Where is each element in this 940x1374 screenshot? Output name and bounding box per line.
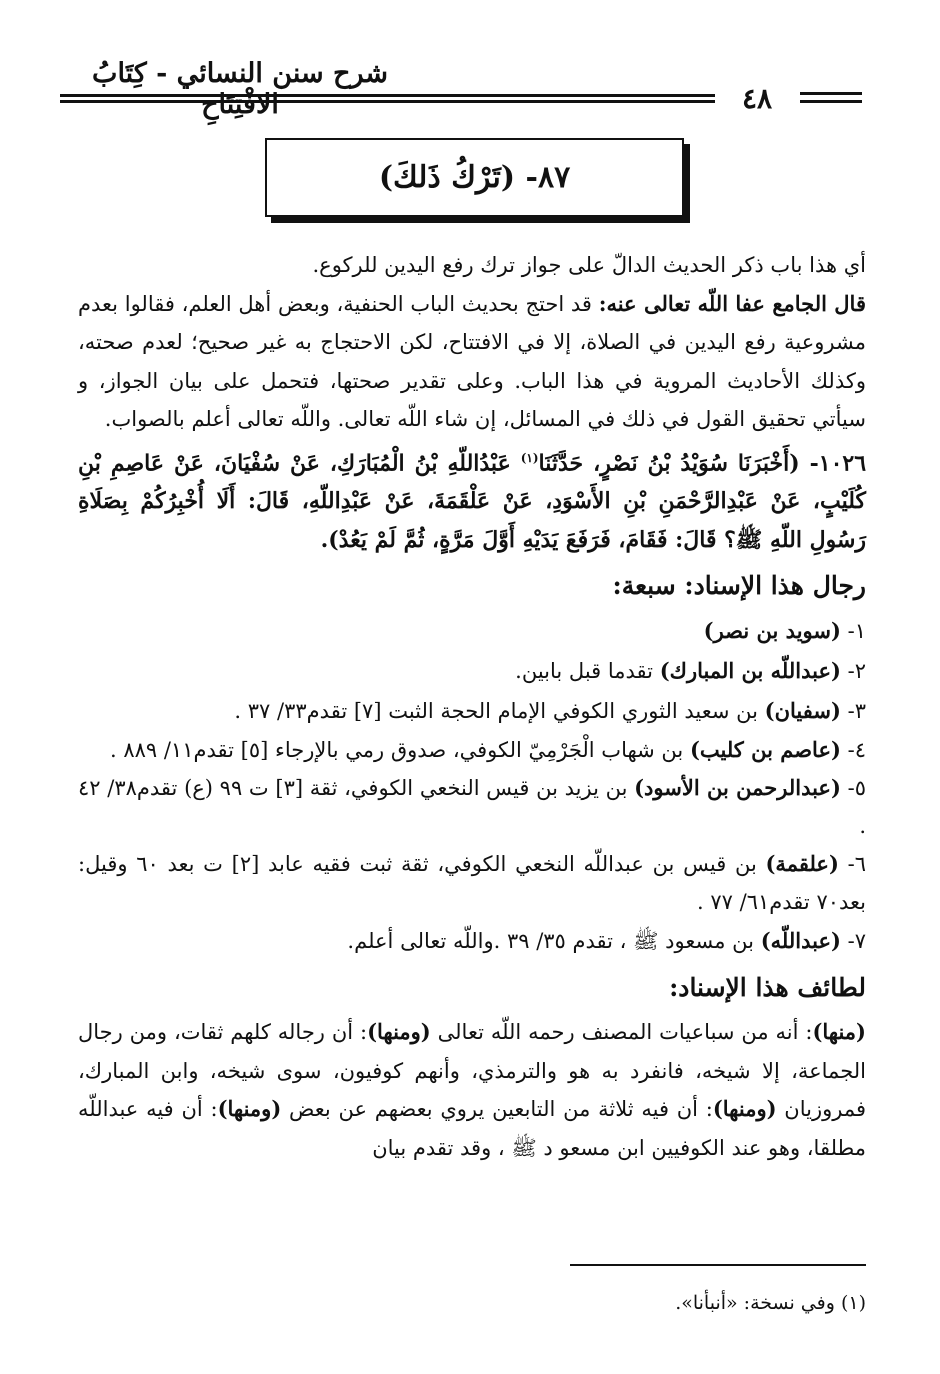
footnote-separator [570,1264,866,1266]
commentary-text: قد احتج بحديث الباب الحنفية، وبعض أهل العلم، فقالوا بعدم مشروعية رفع اليدين في الصلاة، إلا في الافتتاح، لكن الاحتجاج به غير صحيح؛ لعدم صحته، وكذلك الأحاديث المروية في هذا الباب. وعلى تقدير صحتها، فتحمل على بيان الجواز، و سيأتي تحقيق القول في ذلك في المسائل، إن شاء اللّه تعالى. واللّه تعالى أعلم بالصواب. [78,291,866,431]
intro-paragraph: أي هذا باب ذكر الحديث الدالّ على جواز ترك رفع اليدين للركوع. [312,253,866,277]
hadith-part-1: ١٠٢٦- (أَخْبَرَنَا سُوَيْدُ بْنُ نَصْرٍ، حَدَّثَنَا [538,449,867,476]
lataif-marker: (ومنها) [217,1096,282,1122]
narrator-desc: بن مسعود ﷺ ، تقدم ٣٥/ ٣٩ .واللّه تعالى أعلم. [347,929,755,954]
footnote: (١) وفي نسخة: «أنبأنا». [675,1292,866,1314]
narrator-item [78,651,866,691]
narrator-num: ٣- [847,699,866,724]
main-text [78,246,866,1167]
lataif-text: : أن فيه ثلاثة من التابعين يروي بعضهم عن بعض [281,1097,713,1122]
lataif-marker: (ومنها) [712,1096,777,1122]
hadith-part-2: عَبْدُاللّهِ بْنُ الْمُبَارَكِ، عَنْ سُفْيَانَ، عَنْ عَاصِمِ بْنِ كُلَيْبٍ، عَنْ عَبْدِالرَّحْمَنِ بْنِ الأَسْوَدِ، عَنْ عَلْقَمَةَ، عَنْ عَبْدِاللّهِ، قَالَ: أَلَا أُخْبِرُكُمْ بِصَلَاةِ رَسُولِ اللّهِ ﷺ؟ قَالَ: فَقَامَ، فَرَفَعَ يَدَيْهِ أَوَّلَ مَرَّةٍ، ثُمَّ لَمْ يَعُدْ). [78,449,866,553]
narrator-name: (عبداللّه) [760,928,841,954]
narrator-name: (عبداللّه بن المبارك) [659,658,841,684]
narrator-name: (علقمة) [765,851,839,877]
page-number: ٤٨ [741,82,773,115]
header-rule [60,100,715,103]
narrator-item [78,731,866,769]
narrator-item [78,611,866,651]
running-header-title: شرح سنن النسائي - كِتَابُ الافْتِتَاحِ [92,58,388,120]
lataif-heading: لطائف هذا الإسناد: [669,973,866,1003]
narrators-heading: رجال هذا الإسناد: سبعة: [612,571,866,601]
section-title-box [265,138,684,217]
narrator-num: ٦- [847,852,866,877]
narrator-num: ٤- [847,738,866,763]
lataif-text: : أنه من سباعيات المصنف رحمه اللّه تعالى [430,1020,813,1045]
lataif-text: : أن فيه عبداللّه مطلقا، وهو عند الكوفيين ابن مسعو د ﷺ ، وقد تقدم بيان [78,1097,866,1160]
lataif-paragraph [78,1013,866,1167]
header-rule [800,100,862,103]
lataif-marker: (ومنها) [367,1019,431,1045]
narrator-item [78,921,866,961]
commentary-paragraph [78,285,866,439]
lataif-marker: (منها) [812,1019,866,1045]
narrator-desc: بن قيس بن عبداللّه النخعي الكوفي، ثقة ثبت فقيه عابد [٢] ت بعد ٦٠ وقيل: بعد٧٠ تقدم٦١/ ٧٧ . [78,852,866,915]
section-title: ٨٧- (تَرْكُ ذَلكَ) [378,160,571,195]
header-rule [800,92,862,95]
narrator-desc: بن سعيد الثوري الكوفي الإمام الحجة الثبت [٧] تقدم٣٣/ ٣٧ . [234,699,758,724]
narrator-item [78,691,866,731]
footnote-ref: (١) [520,450,539,465]
narrator-num: ٢- [847,659,866,684]
narrator-num: ٧- [847,929,866,954]
narrator-desc: تقدما قبل بابين. [515,659,654,684]
narrator-desc: بن يزيد بن قيس النخعي الكوفي، ثقة [٣] ت ٩٩ (ع) تقدم٣٨/ ٤٢ . [78,776,866,839]
narrator-item [78,769,866,845]
header-rule [60,94,715,97]
narrator-name: (عبدالرحمن بن الأسود) [634,775,841,801]
commentary-author: قال الجامع عفا اللّه تعالى عنه: [598,290,866,316]
narrator-num: ٥- [847,776,866,801]
hadith-text [78,439,866,560]
lataif-text: : أن رجاله كلهم ثقات، ومن رجال الجماعة، إلا شيخه، فانفرد به هو والترمذي، وأنهم كوفيون، سوى شيخه، وابن المبارك، فمروزيان [78,1020,867,1122]
narrator-name: (سويد بن نصر) [703,618,841,644]
narrator-name: (عاصم بن كليب) [689,737,841,763]
narrator-name: (سفيان) [764,698,841,724]
narrator-num: ١- [847,619,866,644]
narrator-item [78,845,866,921]
narrator-desc: بن شهاب الْجَرْمِيّ الكوفي، صدوق رمي بالإرجاء [٥] تقدم١١/ ٨٨٩ . [109,738,684,763]
